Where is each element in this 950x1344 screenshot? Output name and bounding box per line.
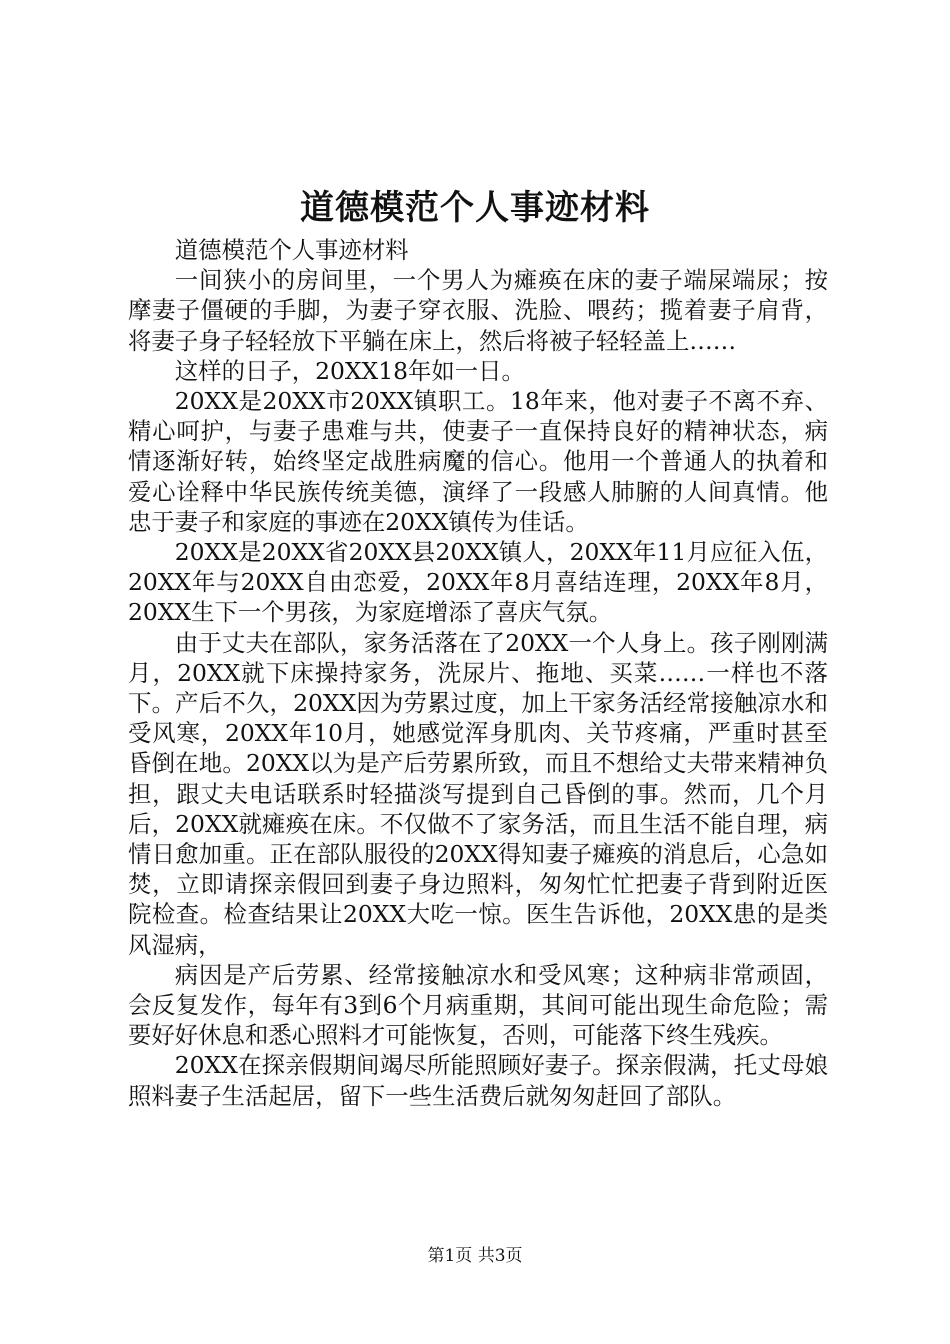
paragraph: 道德模范个人事迹材料 <box>174 236 409 264</box>
document-body <box>128 235 828 1111</box>
paragraph: 病因是产后劳累、经常接触凉水和受风寒；这种病非常顽固，会反复发作，每年有3到6个月病重期，其间可能出现生命危险；需要好好休息和悉心照料才可能恢复，否则，可能落下终生残疾。 <box>128 960 828 1050</box>
document-title: 道德模范个人事迹材料 <box>300 188 650 228</box>
paragraph: 20XX是20XX市20XX镇职工。18年来，他对妻子不离不弃、精心呵护，与妻子患难与共，使妻子一直保持良好的精神状态，病情逐渐好转，始终坚定战胜病魔的信心。他用一个普通人的执着和爱心诠释中华民族传统美德，演绎了一段感人肺腑的人间真情。他忠于妻子和家庭的事迹在20XX镇传为佳话。 <box>128 387 828 536</box>
paragraph: 20XX在探亲假期间竭尽所能照顾好妻子。探亲假满，托丈母娘照料妻子生活起居，留下一些生活费后就匆匆赶回了部队。 <box>128 1051 828 1110</box>
paragraph: 一间狭小的房间里，一个男人为瘫痪在床的妻子端屎端尿；按摩妻子僵硬的手脚，为妻子穿衣服、洗脸、喂药；揽着妻子肩背，将妻子身子轻轻放下平躺在床上，然后将被子轻轻盖上…… <box>128 266 828 355</box>
paragraph: 由于丈夫在部队，家务活落在了20XX一个人身上。孩子刚刚满月，20XX就下床操持家务，洗尿片、拖地、买菜……一样也不落下。产后不久，20XX因为劳累过度，加上干家务活经常接触凉水和受风寒，20XX年10月，她感觉浑身肌肉、关节疼痛，严重时甚至昏倒在地。20XX以为是产后劳累所致，而且不想给丈夫带来精神负担，跟丈夫电话联系时轻描淡写提到自己昏倒的事。然而，几个月后，20XX就瘫痪在床。不仅做不了家务活，而且生活不能自理，病情日愈加重。正在部队服役的20XX得知妻子瘫痪的消息后，心急如焚，立即请探亲假回到妻子身边照料，匆匆忙忙把妻子背到附近医院检查。检查结果让20XX大吃一惊。医生告诉他，20XX患的是类风湿病， <box>128 628 828 959</box>
paragraph: 这样的日子，20XX18年如一日。 <box>174 356 525 385</box>
page-footer: 第1页 共3页 <box>427 1246 523 1266</box>
paragraph: 20XX是20XX省20XX县20XX镇人，20XX年11月应征入伍，20XX年与20XX自由恋爱，20XX年8月喜结连理，20XX年8月，20XX生下一个男孩，为家庭增添了喜庆气氛。 <box>128 538 828 627</box>
